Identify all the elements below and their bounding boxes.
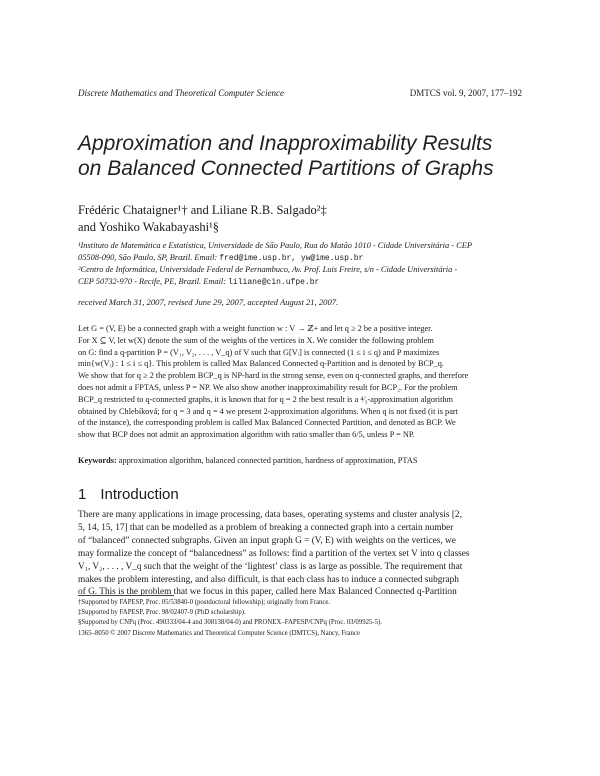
author-list — [78, 202, 522, 236]
title-line-2: on Balanced Connected Partitions of Graphs — [78, 157, 494, 180]
affiliation-1-line-2: 05508-090, São Paulo, SP, Brazil. Email: — [78, 252, 218, 262]
running-header — [78, 88, 522, 98]
abstract-line: For X ⊆ V, let w(X) denote the sum of the weights of the vertices in X. We consider the following problem — [78, 335, 434, 345]
abstract-line: does not admit a FPTAS, unless P = NP. We also show another inapproximability result for BCP₂. For the problem — [78, 382, 458, 392]
received-dates: received March 31, 2007, revised June 29, 2007, accepted August 21, 2007. — [78, 297, 339, 307]
body-line: 5, 14, 15, 17] that can be modelled as a problem of breaking a connected graph into a certain number — [78, 522, 454, 533]
copyright-line: 1365–8050 © 2007 Discrete Mathematics and Theoretical Computer Science (DMTCS), Nancy, France — [78, 630, 360, 637]
abstract-line: on G: find a q-partition P = (V₁, V₂, . . . , V_q) of V such that G[Vᵢ] is connected (1 ≤ i ≤ q) and P maximizes — [78, 347, 440, 357]
keywords-text: approximation algorithm, balanced connected partition, hardness of approximation, PTAS — [118, 456, 418, 465]
body-line: of G. This is the problem that we focus in this paper, called here Max Balanced Connected q-Partition — [78, 587, 457, 598]
body-line: V₁, V₂, . . . , V_q such that the weight of the ‘lightest’ class is as large as possible. The requirement that — [78, 561, 463, 572]
affiliation-2-line-2: CEP 50732-970 - Recife, PE, Brazil. Email: — [78, 276, 227, 286]
affiliation-1-line-1: ¹Instituto de Matemática e Estatística, Universidade de São Paulo, Rua do Matão 1010 - Cidade Universitária - CEP — [78, 241, 472, 250]
abstract-line: of the instance), the corresponding problem is called Max Balanced Connected Partition, and denoted as BCP. We — [78, 418, 456, 428]
title-line-1: Approximation and Inapproximability Results — [78, 132, 493, 155]
volume-info: DMTCS vol. 9, 2007, 177–192 — [409, 88, 522, 98]
body-line: may formalize the concept of “balancedness” as follows: find a partition of the vertex set V into q classes — [78, 548, 470, 559]
abstract-line: BCP_q restricted to q-connected graphs, it is known that for q = 2 the best result is a ⁴⁄₃-approximation algorithm — [78, 394, 453, 404]
abstract-line: show that BCP does not admit an approximation algorithm with ratio smaller than 6/5, unless P = NP. — [78, 430, 415, 440]
affiliation-1-email: fred@ime.usp.br, yw@ime.usp.br — [219, 253, 364, 263]
footnote-2: ‡Supported by FAPESP, Proc. 98/02407-9 (PhD scholarship). — [78, 608, 246, 616]
body-line: makes the problem interesting, and also difficult, is that each class has to induce a connected subgraph — [78, 574, 459, 585]
keywords-label: Keywords: — [78, 456, 117, 465]
abstract-line: min{w(Vᵢ) : 1 ≤ i ≤ q}. This problem is called Max Balanced Connected q-Partition and is denoted by BCP_q. — [78, 359, 444, 369]
intro-paragraph — [78, 509, 522, 599]
authors-line-2: and Yoshiko Wakabayashi¹§ — [78, 220, 220, 234]
footnote-1: †Supported by FAPESP, Proc. 05/53840-0 (postdoctoral fellowship); originally from France. — [78, 599, 331, 606]
abstract-line: We show that for q ≥ 2 the problem BCP_q is NP-hard in the strong sense, even on q-connected graphs, and therefore — [78, 371, 469, 381]
journal-name: Discrete Mathematics and Theoretical Computer Science — [78, 88, 285, 98]
abstract-line: obtained by Chlebíková; for q = 3 and q = 4 we present 2-approximation algorithms. When q is not fixed (it is part — [78, 406, 458, 416]
footnotes — [78, 598, 522, 627]
section-number: 1 — [78, 486, 87, 503]
body-line: of “balanced” connected subgraphs. Given an input graph G = (V, E) with weights on the vertices, we — [78, 535, 456, 546]
section-title: Introduction — [100, 486, 179, 503]
footnote-rule — [78, 595, 174, 596]
paper-title — [78, 131, 528, 181]
abstract-line: Let G = (V, E) be a connected graph with a weight function w : V → ℤ+ and let q ≥ 2 be a positive integer. — [78, 324, 433, 333]
section-heading — [78, 486, 179, 503]
affiliation-2-line-1: ²Centro de Informática, Universidade Federal de Pernambuco, Av. Prof. Luis Freire, s/n - Cidade Universitária - — [78, 265, 458, 274]
authors-line-1: Frédéric Chataigner¹† and Liliane R.B. Salgado²‡ — [78, 203, 327, 217]
keywords — [78, 456, 522, 465]
abstract — [78, 323, 522, 441]
affiliations — [78, 240, 524, 288]
footnote-3: §Supported by CNPq (Proc. 490333/04-4 and 308138/04-0) and PRONEX–FAPESP/CNPq (Proc. 03/09925-5). — [78, 618, 383, 626]
affiliation-2-email: liliane@cin.ufpe.br — [228, 277, 320, 287]
body-line: There are many applications in image processing, data bases, operating systems and cluster analysis [2, — [78, 510, 462, 520]
